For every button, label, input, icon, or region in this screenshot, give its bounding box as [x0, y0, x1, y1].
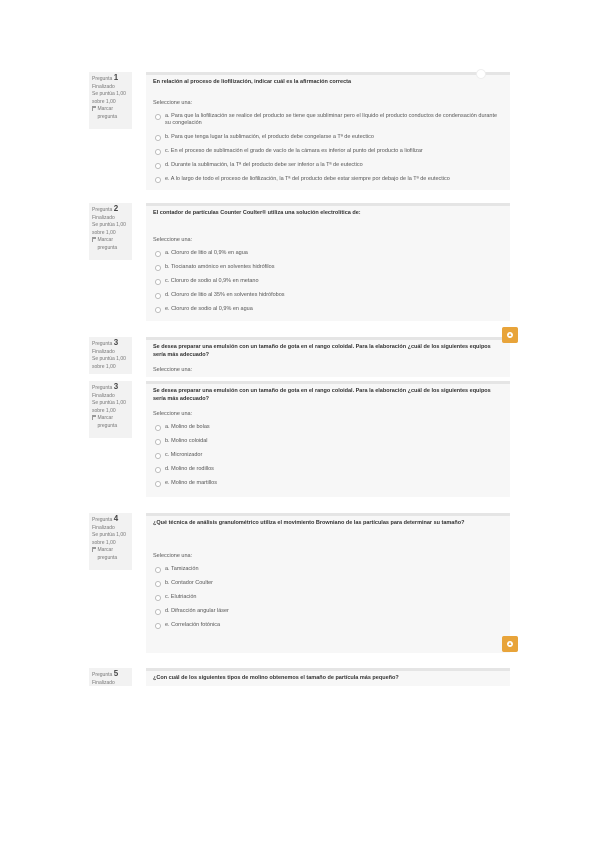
- option-label: d. Molino de rodillos: [165, 466, 214, 472]
- option-label: d. Durante la sublimación, la Tª del producto debe ser inferior a la Tª de eutectico: [165, 162, 363, 168]
- flag-icon: [92, 237, 96, 242]
- radio-button[interactable]: [155, 595, 161, 601]
- option-label: a. Para que la liofilización se realice del producto se tiene que subliminar pero el líquido el producto conductos de condensación durante su congelación: [165, 113, 498, 126]
- answer-option[interactable]: [153, 250, 503, 257]
- select-prompt: Seleccione una:: [153, 237, 193, 243]
- question-info-2: [89, 203, 132, 260]
- flag-label: Marcar pregunta: [97, 106, 118, 120]
- radio-button[interactable]: [155, 453, 161, 459]
- radio-button[interactable]: [155, 251, 161, 257]
- question-content-4: [146, 513, 510, 653]
- question-text: En relación al proceso de liofilización, indicar cuál es la afirmación correcta: [153, 79, 352, 85]
- option-label: d. Difracción angular láser: [165, 608, 229, 614]
- option-label: b. Molino coloidal: [165, 438, 208, 444]
- flag-icon: [92, 106, 96, 111]
- radio-button[interactable]: [155, 114, 161, 120]
- answer-option[interactable]: [153, 608, 503, 615]
- question-score-max: sobre 1,00: [92, 98, 116, 105]
- answer-option[interactable]: [153, 466, 503, 473]
- question-score: Se puntúa 1,00: [92, 532, 126, 538]
- option-label: a. Tamización: [165, 566, 199, 572]
- answer-option[interactable]: [153, 452, 503, 459]
- question-status: Finalizado: [92, 524, 115, 531]
- select-prompt: Seleccione una:: [153, 553, 193, 559]
- question-score: Se puntúa 1,00: [92, 356, 126, 362]
- question-score: Se puntúa 1,00: [92, 400, 126, 406]
- flag-question-button[interactable]: [92, 106, 129, 121]
- question-score: Se puntúa 1,00: [92, 91, 126, 97]
- question-info-3a: [89, 337, 132, 374]
- radio-button[interactable]: [155, 149, 161, 155]
- flag-question-button[interactable]: [92, 415, 129, 430]
- select-prompt: Seleccione una:: [153, 100, 193, 106]
- question-number: 4: [113, 514, 119, 523]
- question-info-1: [89, 72, 132, 129]
- radio-button[interactable]: [155, 265, 161, 271]
- arrow-up-icon: ▲: [507, 332, 513, 338]
- flag-label: Marcar pregunta: [97, 237, 118, 251]
- answer-option[interactable]: [153, 622, 503, 629]
- answer-option[interactable]: [153, 594, 503, 601]
- question-score: Se puntúa 1,00: [92, 222, 126, 228]
- question-number: 5: [113, 669, 119, 678]
- question-label: Pregunta: [92, 207, 113, 213]
- answer-option[interactable]: [153, 148, 503, 155]
- question-status: Finalizado: [92, 392, 115, 399]
- question-info-4: [89, 513, 132, 570]
- question-content-3: [146, 381, 510, 497]
- answer-option[interactable]: [153, 292, 503, 299]
- question-text: ¿Qué técnica de análisis granulométrico utiliza el movimiento Browniano de las partículas para determinar su tamaño?: [153, 520, 465, 526]
- question-label: Pregunta: [92, 76, 113, 82]
- answer-option[interactable]: [153, 566, 503, 573]
- question-status: Finalizado: [92, 214, 115, 221]
- answer-option[interactable]: [153, 113, 503, 127]
- question-status: Finalizado: [92, 679, 115, 686]
- radio-button[interactable]: [155, 425, 161, 431]
- radio-button[interactable]: [155, 623, 161, 629]
- radio-button[interactable]: [155, 481, 161, 487]
- question-info-5: [89, 668, 132, 686]
- question-label: Pregunta: [92, 517, 113, 523]
- question-status: Finalizado: [92, 83, 115, 90]
- flag-icon: [92, 415, 96, 420]
- option-label: b. Contador Coulter: [165, 580, 213, 586]
- answer-option[interactable]: [153, 580, 503, 587]
- radio-button[interactable]: [155, 581, 161, 587]
- radio-button[interactable]: [155, 467, 161, 473]
- answer-option[interactable]: [153, 424, 503, 431]
- option-label: c. Micronizador: [165, 452, 203, 458]
- radio-button[interactable]: [155, 163, 161, 169]
- flag-question-button[interactable]: [92, 237, 129, 252]
- option-label: c. Elutriación: [165, 594, 197, 600]
- question-score-max: sobre 1,00: [92, 407, 116, 414]
- answer-option[interactable]: [153, 278, 503, 285]
- radio-button[interactable]: [155, 135, 161, 141]
- question-info-3: [89, 381, 132, 438]
- option-label: e. Correlación fotónica: [165, 622, 221, 628]
- question-text: ¿Con cuál de los siguientes tipos de molino obtenemos el tamaño de partícula más pequeño?: [153, 675, 399, 681]
- question-label: Pregunta: [92, 341, 113, 347]
- option-label: a. Molino de bolas: [165, 424, 210, 430]
- question-score-max: sobre 1,00: [92, 229, 116, 236]
- flag-label: Marcar pregunta: [97, 415, 118, 429]
- select-prompt: Seleccione una:: [153, 411, 193, 417]
- option-label: e. Cloruro de sodio al 0,9% en agua: [165, 306, 253, 312]
- radio-button[interactable]: [155, 307, 161, 313]
- question-content-3a: [146, 337, 510, 377]
- question-number: 1: [113, 73, 119, 82]
- option-label: a. Cloruro de litio al 0,9% en agua: [165, 250, 248, 256]
- answer-option[interactable]: [153, 264, 503, 271]
- radio-button[interactable]: [155, 567, 161, 573]
- answer-option[interactable]: [153, 176, 503, 183]
- radio-button[interactable]: [155, 279, 161, 285]
- question-text: Se desea preparar una emulsión con un tamaño de gota en el rango coloidal. Para la elaboración ¿cuál de los siguientes equipos sería más adecuado?: [153, 344, 491, 358]
- circle-icon: [476, 69, 486, 79]
- radio-button[interactable]: [155, 293, 161, 299]
- arrow-up-icon: ▲: [507, 641, 513, 647]
- question-content-5: [146, 668, 510, 686]
- question-text: Se desea preparar una emulsión con un tamaño de gota en el rango coloidal. Para la elaboración ¿cuál de los siguientes equipos sería más adecuado?: [153, 388, 491, 402]
- option-label: e. A lo largo de todo el proceso de liofilización, la Tª del producto debe estar siempre por debajo de la Tª de eutectico: [165, 176, 450, 182]
- option-label: d. Cloruro de litio al 35% en solventes hidrófobos: [165, 292, 285, 298]
- option-label: c. En el proceso de sublimación el grado de vacío de la cámara es inferior al punto del producto a liofilizar: [165, 148, 423, 154]
- radio-button[interactable]: [155, 439, 161, 445]
- question-score-max: sobre 1,00: [92, 539, 116, 546]
- scroll-up-button[interactable]: [502, 327, 518, 343]
- radio-button[interactable]: [155, 177, 161, 183]
- question-label: Pregunta: [92, 672, 113, 678]
- radio-button[interactable]: [155, 609, 161, 615]
- option-label: c. Cloruro de sodio al 0,9% en metano: [165, 278, 259, 284]
- option-label: b. Para que tenga lugar la sublimación, el producto debe congelarse a Tª de eutectico: [165, 134, 374, 140]
- select-prompt: Seleccione una:: [153, 367, 193, 373]
- question-content-1: [146, 72, 510, 190]
- scroll-up-button[interactable]: [502, 636, 518, 652]
- question-content-2: [146, 203, 510, 321]
- question-status: Finalizado: [92, 348, 115, 355]
- flag-icon: [92, 547, 96, 552]
- answer-option[interactable]: [153, 306, 503, 313]
- option-label: e. Molino de martillos: [165, 480, 217, 486]
- option-label: b. Tiocianato amónico en solventes hidrófilos: [165, 264, 275, 270]
- flag-label: Marcar pregunta: [97, 547, 118, 561]
- question-score-max: sobre 1,00: [92, 363, 116, 370]
- question-text: El contador de partículas Counter Coulter® utiliza una solución electrolítica de:: [153, 210, 361, 216]
- question-number: 2: [113, 204, 119, 213]
- answer-option[interactable]: [153, 134, 503, 141]
- answer-option[interactable]: [153, 162, 503, 169]
- question-number: 3: [113, 338, 119, 347]
- question-number: 3: [113, 382, 119, 391]
- answer-option[interactable]: [153, 480, 503, 487]
- answer-option[interactable]: [153, 438, 503, 445]
- question-label: Pregunta: [92, 385, 113, 391]
- flag-question-button[interactable]: [92, 547, 129, 562]
